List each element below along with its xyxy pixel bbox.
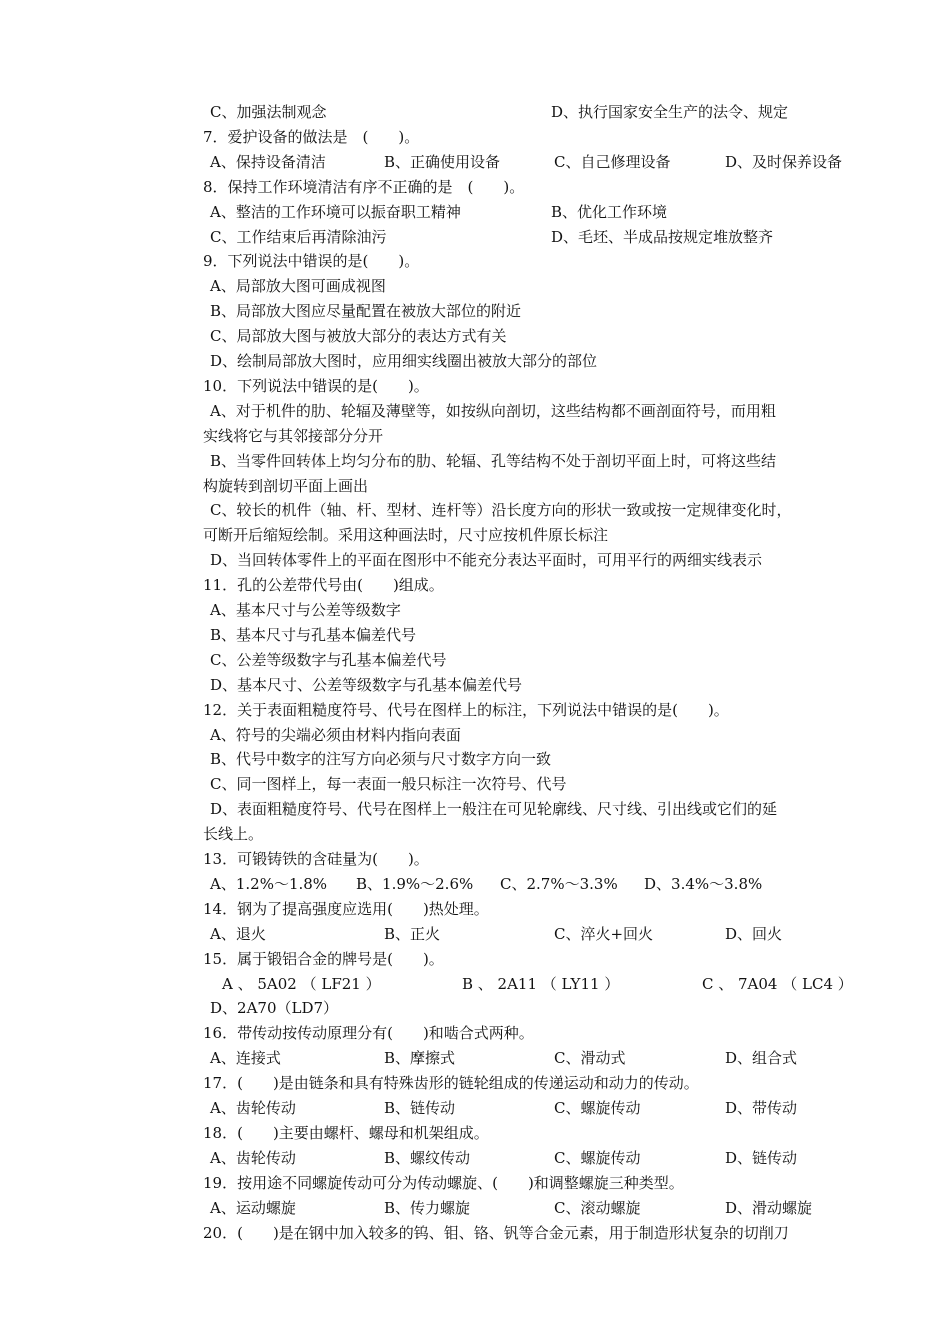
answer-option: B、链传动 bbox=[384, 1099, 456, 1117]
answer-option: A、齿轮传动 bbox=[210, 1148, 296, 1167]
continuation-text: 实线将它与其邻接部分分开 bbox=[203, 426, 384, 445]
question-stem: 8．保持工作环境清洁有序不正确的是 ( )。 bbox=[203, 177, 525, 196]
document-line bbox=[0, 374, 950, 399]
answer-option: A、对于机件的肋、轮辐及薄壁等，如按纵向剖切，这些结构都不画剖面符号，而用粗 bbox=[210, 401, 776, 420]
question-stem: 7．爱护设备的做法是 ( )。 bbox=[203, 127, 420, 146]
document-line bbox=[0, 100, 950, 125]
document-line bbox=[0, 200, 950, 225]
answer-option: A、符号的尖端必须由材料内指向表面 bbox=[210, 725, 461, 744]
document-line bbox=[0, 1121, 950, 1146]
document-line bbox=[0, 1171, 950, 1196]
continuation-text: 可断开后缩短绘制。采用这种画法时，尺寸应按机件原长标注 bbox=[203, 526, 609, 545]
answer-option: A 、 5A02 （ LF21 ） bbox=[222, 974, 381, 993]
document-line bbox=[0, 225, 950, 250]
answer-option: A、退火 bbox=[210, 924, 266, 943]
answer-option: D、基本尺寸、公差等级数字与孔基本偏差代号 bbox=[210, 675, 523, 694]
answer-option: D、当回转体零件上的平面在图形中不能充分表达平面时，可用平行的两细实线表示 bbox=[210, 551, 763, 570]
answer-option: C、滚动螺旋 bbox=[554, 1198, 641, 1217]
answer-option: D、表面粗糙度符号、代号在图样上一般注在可见轮廓线、尺寸线、引出线或它们的延 bbox=[210, 800, 778, 819]
answer-option: B 、 2A11 （ LY11 ） bbox=[462, 974, 620, 993]
document-line bbox=[0, 947, 950, 972]
answer-option: A、整洁的工作环境可以振奋职工精神 bbox=[210, 202, 461, 221]
answer-option: B、代号中数字的注写方向必须与尺寸数字方向一致 bbox=[210, 750, 552, 769]
document-line bbox=[0, 498, 950, 523]
question-stem: 14．钢为了提高强度应选用( )热处理。 bbox=[203, 899, 489, 918]
document-line bbox=[0, 548, 950, 573]
answer-option: C、同一图样上，每一表面一般只标注一次符号、代号 bbox=[210, 775, 567, 794]
answer-option: A、保持设备清洁 bbox=[210, 152, 326, 171]
answer-option: C、工作结束后再清除油污 bbox=[210, 227, 387, 246]
answer-option: D、滑动螺旋 bbox=[725, 1198, 813, 1217]
answer-option: C、局部放大图与被放大部分的表达方式有关 bbox=[210, 327, 507, 346]
answer-option: B、正火 bbox=[384, 924, 441, 943]
document-line bbox=[0, 125, 950, 150]
document-line bbox=[0, 1096, 950, 1121]
answer-option: D、组合式 bbox=[725, 1049, 798, 1068]
document-line bbox=[0, 797, 950, 822]
question-stem: 12．关于表面粗糙度符号、代号在图样上的标注，下列说法中错误的是( )。 bbox=[203, 700, 729, 719]
answer-option: B、1.9%～2.6% bbox=[356, 874, 474, 893]
answer-option: C、2.7%～3.3% bbox=[500, 874, 618, 893]
answer-option: A、局部放大图可画成视图 bbox=[210, 277, 386, 296]
continuation-text: 构旋转到剖切平面上画出 bbox=[203, 476, 369, 495]
answer-option: B、正确使用设备 bbox=[384, 152, 501, 171]
continuation-text: D、2A70（LD7） bbox=[210, 999, 339, 1018]
document-line bbox=[0, 1046, 950, 1071]
document-line bbox=[0, 1146, 950, 1171]
document-line bbox=[0, 972, 950, 997]
document-line bbox=[0, 474, 950, 499]
document-line bbox=[0, 449, 950, 474]
answer-option: D、毛坯、半成品按规定堆放整齐 bbox=[551, 227, 774, 246]
question-stem: 19．按用途不同螺旋传动可分为传动螺旋、( )和调整螺旋三种类型。 bbox=[203, 1173, 684, 1192]
answer-option: C 、 7A04 （ LC4 ） bbox=[702, 974, 853, 993]
document-line bbox=[0, 175, 950, 200]
document-line bbox=[0, 324, 950, 349]
question-stem: 16．带传动按传动原理分有( )和啮合式两种。 bbox=[203, 1024, 534, 1043]
question-stem: 13．可锻铸铁的含硅量为( )。 bbox=[203, 850, 429, 868]
answer-option: B、优化工作环境 bbox=[551, 202, 668, 221]
document-line bbox=[0, 1021, 950, 1046]
document-line bbox=[0, 424, 950, 449]
document-line bbox=[0, 822, 950, 847]
answer-option: C、螺旋传动 bbox=[554, 1099, 641, 1117]
answer-option: C、螺旋传动 bbox=[554, 1148, 641, 1167]
answer-option: D、带传动 bbox=[725, 1099, 798, 1117]
answer-option: B、螺纹传动 bbox=[384, 1148, 471, 1167]
question-stem: 20．( )是在钢中加入较多的钨、钼、铬、钒等合金元素，用于制造形状复杂的切削刀 bbox=[203, 1223, 789, 1242]
document-line bbox=[0, 623, 950, 648]
answer-option: C、自己修理设备 bbox=[554, 152, 671, 171]
question-stem: 10．下列说法中错误的是( )。 bbox=[203, 376, 429, 395]
document-line bbox=[0, 673, 950, 698]
answer-option: B、摩擦式 bbox=[384, 1049, 456, 1068]
document-line bbox=[0, 648, 950, 673]
document-line bbox=[0, 1071, 950, 1096]
question-stem: 9．下列说法中错误的是( )。 bbox=[203, 252, 420, 271]
document-line bbox=[0, 349, 950, 374]
answer-option: A、齿轮传动 bbox=[210, 1099, 296, 1117]
document-line bbox=[0, 872, 950, 897]
document-line bbox=[0, 1196, 950, 1221]
document-line bbox=[0, 573, 950, 598]
answer-option: A、连接式 bbox=[210, 1049, 281, 1068]
answer-option: B、传力螺旋 bbox=[384, 1198, 471, 1217]
answer-option: C、淬火+回火 bbox=[554, 924, 654, 943]
document-line bbox=[0, 150, 950, 175]
document-line bbox=[0, 723, 950, 748]
answer-option: D、回火 bbox=[725, 924, 783, 943]
document-line bbox=[0, 996, 950, 1021]
question-stem: 11．孔的公差带代号由( )组成。 bbox=[203, 576, 444, 595]
answer-option: B、当零件回转体上均匀分布的肋、轮辐、孔等结构不处于剖切平面上时，可将这些结 bbox=[210, 451, 777, 470]
document-line bbox=[0, 299, 950, 324]
continuation-text: 长线上。 bbox=[203, 825, 264, 844]
document-line bbox=[0, 698, 950, 723]
document-line bbox=[0, 897, 950, 922]
document-line bbox=[0, 747, 950, 772]
document-line bbox=[0, 598, 950, 623]
answer-option: B、基本尺寸与孔基本偏差代号 bbox=[210, 625, 417, 644]
document-line bbox=[0, 399, 950, 424]
document-line bbox=[0, 523, 950, 548]
answer-option: A、运动螺旋 bbox=[210, 1198, 296, 1217]
answer-option: C、滑动式 bbox=[554, 1049, 626, 1068]
document-line bbox=[0, 1221, 950, 1246]
answer-option: D、执行国家安全生产的法令、规定 bbox=[551, 103, 789, 121]
answer-option: A、1.2%～1.8% bbox=[210, 874, 328, 893]
answer-option: D、及时保养设备 bbox=[725, 152, 843, 171]
answer-option: C、公差等级数字与孔基本偏差代号 bbox=[210, 650, 447, 669]
question-stem: 17．( )是由链条和具有特殊齿形的链轮组成的传递运动和动力的传动。 bbox=[203, 1074, 699, 1093]
question-stem: 15．属于锻铝合金的牌号是( )。 bbox=[203, 949, 444, 968]
answer-option: D、链传动 bbox=[725, 1148, 798, 1167]
document-line bbox=[0, 922, 950, 947]
answer-option: A、基本尺寸与公差等级数字 bbox=[210, 601, 401, 619]
document-line bbox=[0, 274, 950, 299]
question-stem: 18．( )主要由螺杆、螺母和机架组成。 bbox=[203, 1123, 489, 1142]
document-line bbox=[0, 772, 950, 797]
document-line bbox=[0, 249, 950, 274]
answer-option: D、3.4%～3.8% bbox=[644, 874, 763, 893]
answer-option: C、较长的机件（轴、杆、型材、连杆等）沿长度方向的形状一致或按一定规律变化时， bbox=[210, 501, 792, 520]
answer-option: C、加强法制观念 bbox=[210, 103, 327, 121]
answer-option: D、绘制局部放大图时，应用细实线圈出被放大部分的部位 bbox=[210, 352, 598, 370]
document-line bbox=[0, 847, 950, 872]
answer-option: B、局部放大图应尽量配置在被放大部位的附近 bbox=[210, 302, 522, 321]
